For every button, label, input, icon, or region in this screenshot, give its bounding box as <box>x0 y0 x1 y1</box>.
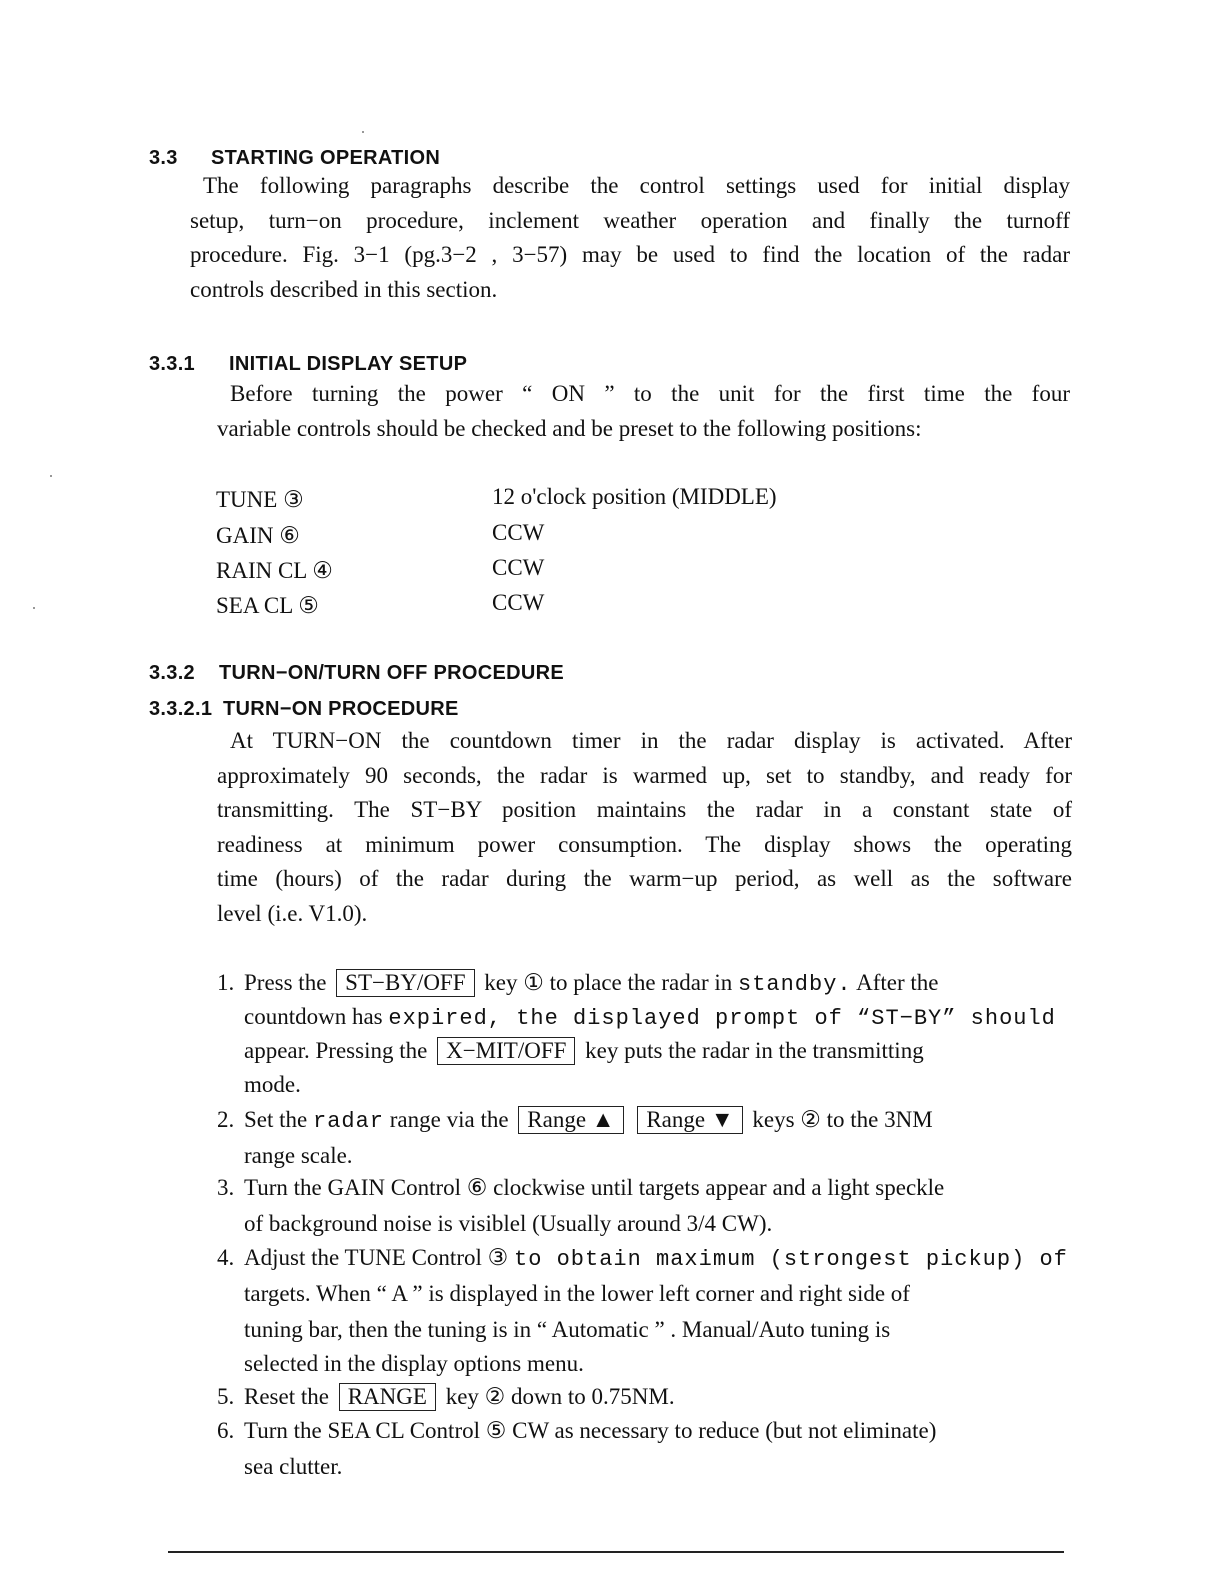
st-by-off-key: ST−BY/OFF <box>336 969 474 997</box>
step-text: radar <box>313 1109 385 1134</box>
step-text: range via the <box>389 1107 509 1132</box>
control-name: RAIN CL ④ <box>216 558 333 583</box>
heading-title: TURN−ON/TURN OFF PROCEDURE <box>219 662 565 684</box>
step-text: Set the <box>244 1107 308 1132</box>
heading-number: 3.3.2 <box>149 662 195 684</box>
heading-number: 3.3.2.1 <box>149 698 213 720</box>
step-text: Press the <box>244 970 327 995</box>
step-text: appear. Pressing the <box>244 1038 428 1063</box>
step-text: key ① to place the radar in <box>484 970 733 995</box>
heading-3-3-2 <box>149 662 564 685</box>
scan-speck <box>50 475 52 477</box>
step-number: 1. <box>217 970 235 995</box>
step-text: expired, the displayed prompt of “ST−BY” should <box>388 1006 1056 1031</box>
heading-number: 3.3 <box>149 147 178 169</box>
step-5 <box>217 1380 1077 1416</box>
step-text: key ② down to 0.75NM. <box>445 1384 675 1409</box>
control-setting: CCW <box>492 590 545 615</box>
heading-number: 3.3.1 <box>149 353 195 375</box>
step-text: of background noise is visiblel (Usually around 3/4 CW). <box>244 1211 773 1236</box>
heading-title: STARTING OPERATION <box>211 147 441 169</box>
step-text: selected in the display options menu. <box>244 1351 584 1376</box>
paragraph-line: variable controls should be checked and be preset to the following positions: <box>217 415 922 441</box>
step-text: Turn the SEA CL Control ⑤ CW as necessary to reduce (but not eliminate) <box>244 1418 937 1443</box>
step-4 <box>217 1241 1077 1381</box>
step-1 <box>217 966 1077 1106</box>
step-text: targets. When “ A ” is displayed in the lower left corner and right side of <box>244 1281 910 1306</box>
step-text: tuning bar, then the tuning is in “ Automatic ” . Manual/Auto tuning is <box>244 1317 891 1342</box>
paragraph-line: controls described in this section. <box>190 276 498 302</box>
intro-paragraph <box>190 169 1070 307</box>
paragraph-line: transmitting. The ST−BY position maintains the radar in a constant state of <box>217 797 1072 822</box>
x-mit-off-key: X−MIT/OFF <box>437 1037 575 1065</box>
scan-speck <box>362 131 364 133</box>
heading-3-3-2-1 <box>149 698 459 721</box>
step-text: to obtain maximum (strongest pickup) of <box>514 1247 1068 1272</box>
heading-title: INITIAL DISPLAY SETUP <box>229 353 468 375</box>
paragraph-line: procedure. Fig. 3−1 (pg.3−2 , 3−57) may be used to find the location of the radar <box>190 242 1070 267</box>
paragraph-line: setup, turn−on procedure, inclement weather operation and finally the turnoff <box>190 207 1070 233</box>
paragraph-line: Before turning the power “ ON ” to the unit for the first time the four <box>230 381 1070 406</box>
control-setting: CCW <box>492 520 545 545</box>
paragraph-line: approximately 90 seconds, the radar is warmed up, set to standby, and ready for <box>217 762 1072 788</box>
step-2 <box>217 1103 1077 1173</box>
step-number: 3. <box>217 1175 235 1200</box>
scan-speck <box>33 607 35 609</box>
footer-rule <box>168 1551 1064 1553</box>
setup-paragraph <box>217 377 1070 446</box>
step-text: standby. <box>738 972 852 997</box>
step-text: Reset the <box>244 1384 329 1409</box>
paragraph-line: readiness at minimum power consumption. The display shows the operating <box>217 831 1072 857</box>
step-text: countdown has <box>244 1004 383 1029</box>
step-number: 4. <box>217 1245 235 1270</box>
paragraph-line: level (i.e. V1.0). <box>217 900 368 926</box>
step-text: Adjust the TUNE Control ③ <box>244 1245 509 1270</box>
step-text: keys ② to the 3NM <box>752 1107 933 1132</box>
step-text: After the <box>856 970 939 995</box>
control-name: TUNE ③ <box>216 487 304 512</box>
range-down-key: Range ▼ <box>637 1106 742 1134</box>
step-number: 5. <box>217 1384 235 1409</box>
paragraph-line: At TURN−ON the countdown timer in the radar display is activated. After <box>230 728 1072 753</box>
control-setting: 12 o'clock position (MIDDLE) <box>492 484 777 509</box>
step-text: sea clutter. <box>244 1454 343 1479</box>
range-up-key: Range ▲ <box>518 1106 623 1134</box>
paragraph-line: time (hours) of the radar during the warm−up period, as well as the software <box>217 866 1072 891</box>
heading-title: TURN−ON PROCEDURE <box>223 698 459 720</box>
control-name: GAIN ⑥ <box>216 523 300 548</box>
step-text: Turn the GAIN Control ⑥ clockwise until targets appear and a light speckle <box>244 1175 945 1200</box>
turn-on-paragraph <box>217 724 1072 931</box>
range-key: RANGE <box>339 1383 436 1411</box>
control-setting: CCW <box>492 555 545 580</box>
step-6 <box>217 1414 1077 1484</box>
step-number: 2. <box>217 1107 235 1132</box>
paragraph-line: The following paragraphs describe the control settings used for initial display <box>203 173 1070 198</box>
step-text: key puts the radar in the transmitting <box>585 1038 924 1063</box>
step-text: range scale. <box>244 1143 353 1168</box>
control-name: SEA CL ⑤ <box>216 593 319 618</box>
heading-3-3 <box>149 147 440 170</box>
step-text: mode. <box>244 1072 301 1097</box>
heading-3-3-1 <box>149 353 467 376</box>
step-3 <box>217 1171 1077 1241</box>
step-number: 6. <box>217 1418 235 1443</box>
